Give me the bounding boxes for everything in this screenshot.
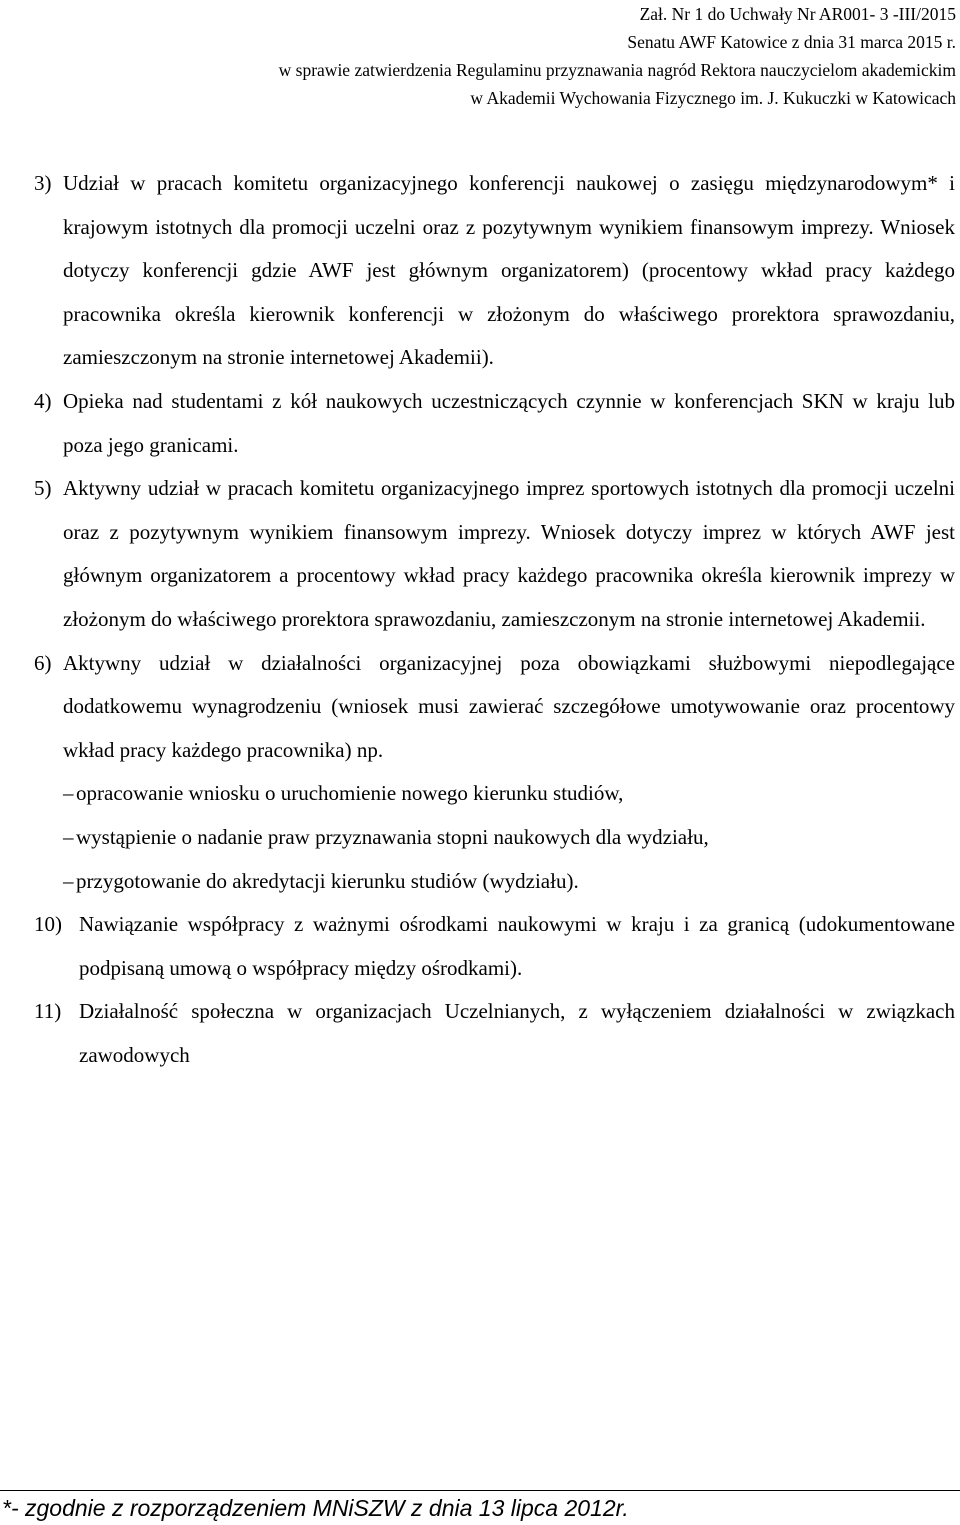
list-item: [34, 903, 955, 990]
dash-list-item-text: przygotowanie do akredytacji kierunku studiów (wydziału).: [76, 868, 579, 893]
footnote-text: *- zgodnie z rozporządzeniem MNiSZW z dnia 13 lipca 2012r.: [2, 1495, 629, 1521]
header-line-academy: w Akademii Wychowania Fizycznego im. J. Kukuczki w Katowicach: [470, 88, 956, 108]
document-body: [34, 162, 955, 1077]
dash-list-item: [63, 860, 955, 904]
dash-list-item: [63, 816, 955, 860]
dash-bullet: –: [63, 868, 74, 893]
header-line-subject: w sprawie zatwierdzenia Regulaminu przyznawania nagród Rektora nauczycielom akademickim: [278, 60, 956, 80]
list-item-text: Opieka nad studentami z kół naukowych uczestniczących czynnie w konferencjach SKN w kraju lub poza jego granicami.: [63, 388, 955, 457]
footnote-area: [0, 1490, 960, 1521]
list-item: [34, 467, 955, 641]
list-item-text: Aktywny udział w pracach komitetu organizacyjnego imprez sportowych istotnych dla promocji uczelni oraz z pozytywnym wynikiem finansowym imprezy. Wniosek dotyczy imprez w których AWF jest głównym organizatorem a procentowy wkład pracy każdego pracownika określa kierownik imprezy w złożonym do właściwego prorektora sprawozdaniu, zamieszczonym na stronie internetowej Akademii.: [63, 476, 955, 631]
list-item: [34, 380, 955, 467]
list-item-number: 3): [34, 171, 52, 195]
list-item-number: 10): [34, 912, 62, 937]
list-item-text: Aktywny udział w działalności organizacyjnej poza obowiązkami służbowymi niepodlegające dodatkowemu wynagrodzeniu (wniosek musi zawierać szczegółowe umotywowanie oraz procentowy wkład pracy każdego pracownika) np.: [63, 650, 955, 762]
list-item-number: 4): [34, 388, 52, 413]
header-line-attachment: Zał. Nr 1 do Uchwały Nr AR001- 3 -III/2015: [639, 4, 956, 24]
list-item-text: Nawiązanie współpracy z ważnymi ośrodkami naukowymi w kraju i za granicą (udokumentowane podpisaną umową o współpracy między ośrodkami).: [79, 912, 955, 980]
dash-list-item-text: wystąpienie o nadanie praw przyznawania stopni naukowych dla wydziału,: [76, 824, 709, 849]
header-line-senate: Senatu AWF Katowice z dnia 31 marca 2015 r.: [627, 32, 956, 52]
dash-bullet: –: [63, 824, 74, 849]
footnote-separator: [0, 1490, 960, 1491]
list-item-text: Udział w pracach komitetu organizacyjnego konferencji naukowej o zasięgu międzynarodowym* i krajowym istotnych dla promocji uczelni oraz z pozytywnym wynikiem finansowym imprezy. Wniosek dotyczy konferencji gdzie AWF jest głównym organizatorem) (procentowy wkład pracy każdego pracownika określa kierownik konferencji w złożonym do właściwego prorektora sprawozdaniu, zamieszczonym na stronie internetowej Akademii).: [63, 171, 955, 370]
dash-list-item-text: opracowanie wniosku o uruchomienie nowego kierunku studiów,: [76, 781, 624, 806]
list-item-number: 11): [34, 999, 62, 1024]
document-header: [16, 0, 956, 112]
list-item: [34, 642, 955, 773]
list-item: [34, 990, 955, 1077]
dash-list-item: [63, 772, 955, 816]
list-item-number: 5): [34, 476, 52, 501]
dash-bullet: –: [63, 781, 74, 806]
list-item-text: Działalność społeczna w organizacjach Uczelnianych, z wyłączeniem działalności w związkach zawodowych: [79, 999, 955, 1067]
dash-list: [63, 772, 955, 903]
list-item: [34, 162, 955, 380]
list-item-number: 6): [34, 650, 52, 675]
